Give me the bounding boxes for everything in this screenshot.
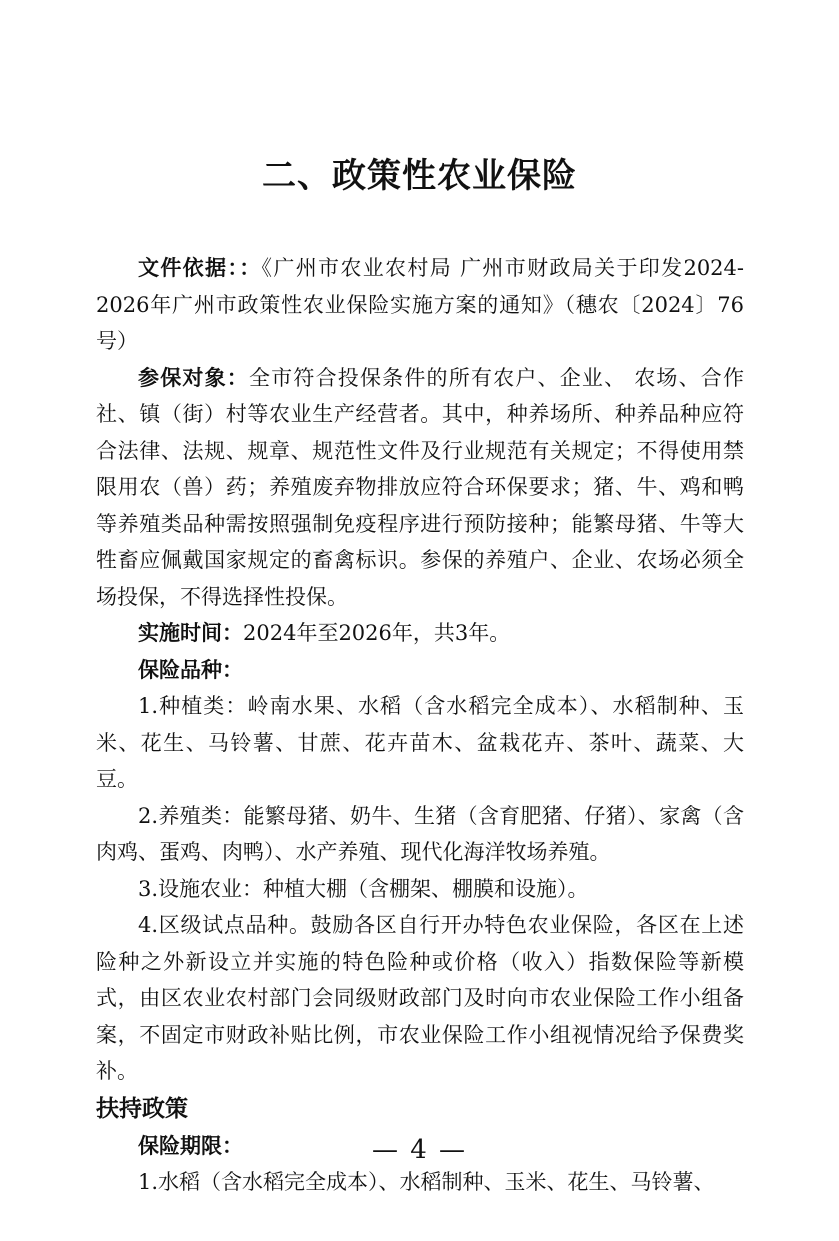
- insured-text: 全市符合投保条件的所有农户、企业、 农场、合作社、镇（街）村等农业生产经营者。其中，种养场所、种养品种应符合法律、法规、规章、规范性文件及行业规范有关规定；不得使用禁限用农（兽）药；养殖废弃物排放应符合环保要求；猪、牛、鸡和鸭等养殖类品种需按照强制免疫程序进行预防接种；能繁母猪、牛等大牲畜应佩戴国家规定的畜禽标识。参保的养殖户、企业、农场必须全场投保，不得选择性投保。: [96, 365, 744, 609]
- page-title: 二、政策性农业保险: [262, 156, 577, 196]
- variety-item-facility: 3.设施农业：种植大棚（含棚架、棚膜和设施）。: [138, 876, 589, 901]
- period-label: 实施时间：: [138, 621, 243, 645]
- insured-label: 参保对象：: [138, 365, 249, 390]
- basis-label: 文件依据：：: [138, 256, 262, 280]
- varieties-label: 保险品种：: [138, 657, 243, 682]
- period-text: 2024年至2026年，共3年。: [243, 621, 511, 645]
- term-item-1: 1.水稻（含水稻完全成本）、水稻制种、玉米、花生、马铃薯、: [138, 1170, 715, 1194]
- basis-text: 《广州市农业农村局 广州市财政局关于印发2024-2026年广州市政策性农业保险实施方案的通知》（穗农〔2024〕76号）: [96, 256, 744, 353]
- variety-item-district-pilot: 4.区级试点品种。鼓励各区自行开办特色农业保险，各区在上述险种之外新设立并实施的特色险种或价格（收入）指数保险等新模式，由区农业农村部门会同级财政部门及时向市农业保险工作小组备案，不固定市财政补贴比例，市农业保险工作小组视情况给予保费奖补。: [96, 913, 744, 1083]
- page-number: — 4 —: [371, 1135, 468, 1165]
- variety-item-planting: 1.种植类：岭南水果、水稻（含水稻完全成本）、水稻制种、玉米、花生、马铃薯、甘蔗、花卉苗木、盆栽花卉、茶叶、蔬菜、大豆。: [96, 694, 744, 791]
- variety-item-breeding: 2.养殖类：能繁母猪、奶牛、生猪（含育肥猪、仔猪）、家禽（含肉鸡、蛋鸡、肉鸭）、水产养殖、现代化海洋牧场养殖。: [96, 803, 744, 864]
- basis-paragraph: [96, 250, 744, 360]
- support-policy-heading: 扶持政策: [96, 1095, 188, 1122]
- insured-paragraph: [96, 360, 744, 616]
- varieties-paragraph: [96, 652, 744, 689]
- term-label: 保险期限：: [138, 1133, 243, 1158]
- document-body: [96, 250, 744, 1201]
- period-paragraph: [96, 615, 744, 652]
